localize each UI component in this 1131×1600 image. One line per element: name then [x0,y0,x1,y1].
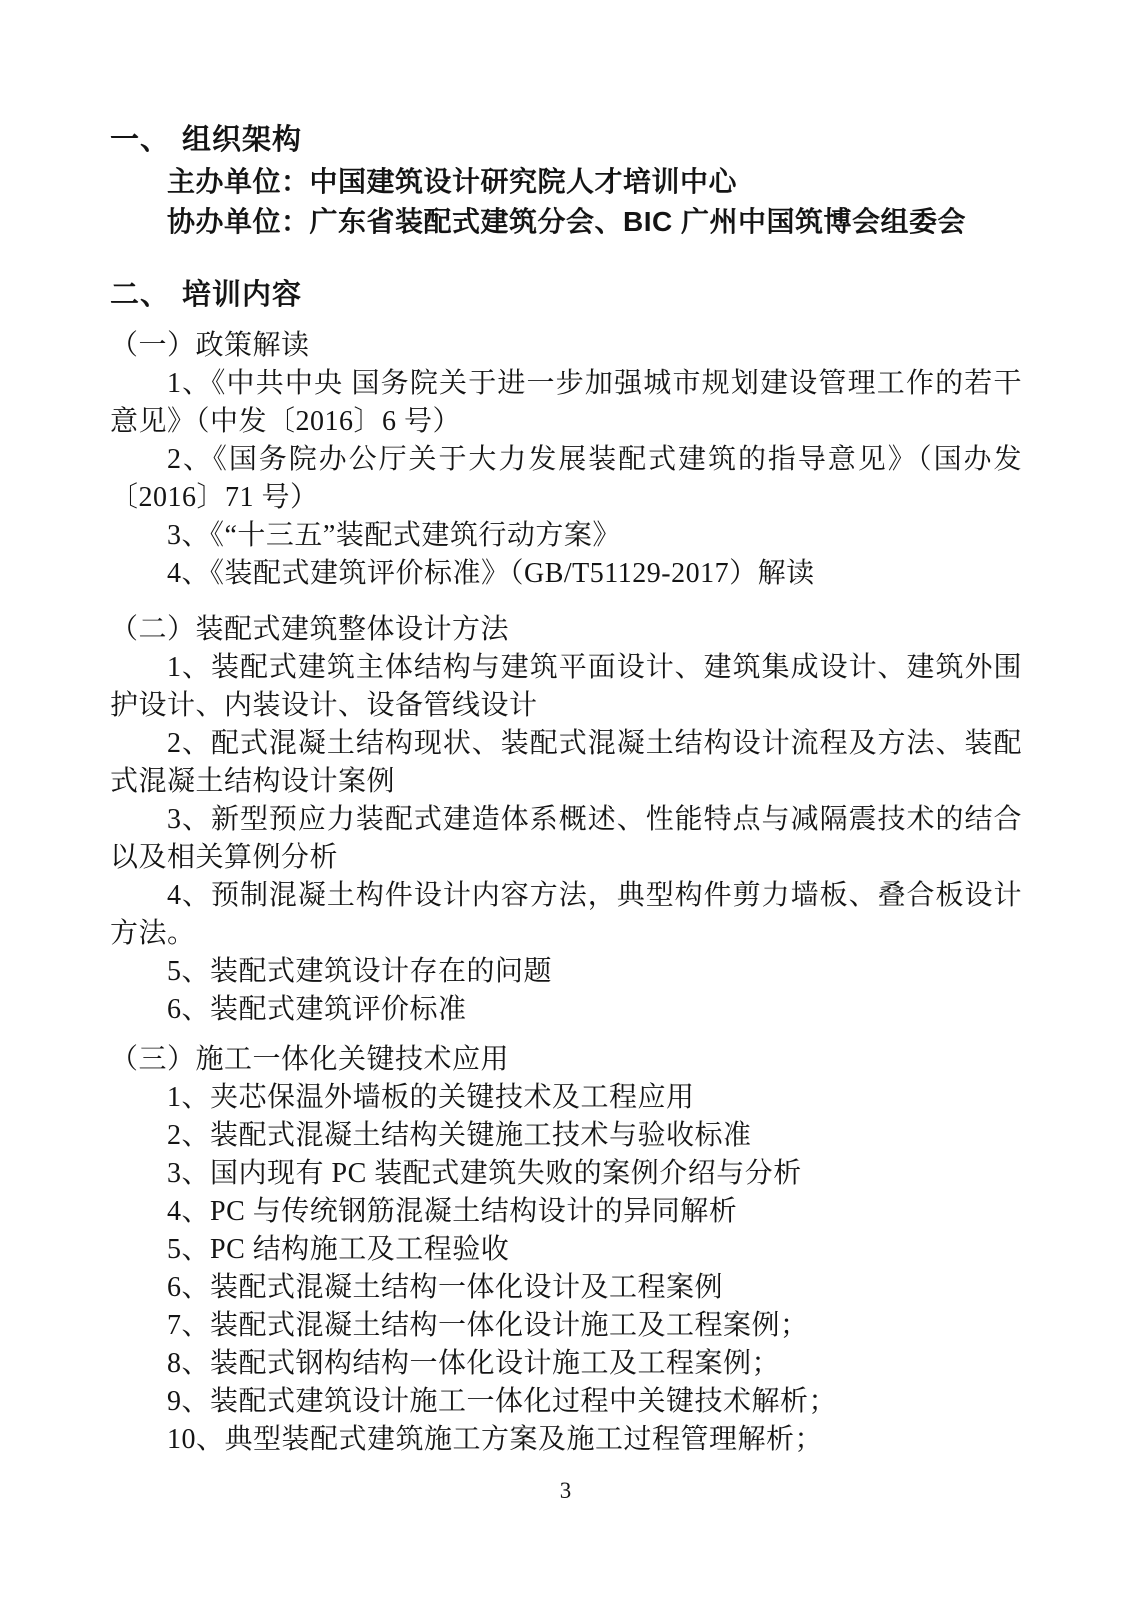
section-number: 二、 [110,279,171,311]
subsection-title-construction-tech: （三）施工一体化关键技术应用 [110,1044,510,1075]
list-item: 4、《装配式建筑评价标准》（GB/T51129-2017）解读 [167,558,815,589]
list-item: 1、装配式建筑主体结构与建筑平面设计、建筑集成设计、建筑外围护设计、内装设计、设备管线设计 [110,652,1022,721]
section-number: 一、 [110,124,171,156]
list-item: 6、装配式混凝土结构一体化设计及工程案例 [167,1272,724,1303]
list-item: 10、典型装配式建筑施工方案及施工过程管理解析； [167,1424,824,1455]
list-item: 4、PC 与传统钢筋混凝土结构设计的异同解析 [167,1196,738,1227]
subsection-title-policy: （一）政策解读 [110,330,310,361]
list-item: 7、装配式混凝土结构一体化设计施工及工程案例； [167,1310,809,1341]
page-number: 3 [559,1478,572,1503]
list-item: 2、《国务院办公厅关于大力发展装配式建筑的指导意见》（国办发〔2016〕71 号） [110,444,1022,513]
list-item: 3、新型预应力装配式建造体系概述、性能特点与减隔震技术的结合以及相关算例分析 [110,804,1022,873]
list-item: 1、夹芯保温外墙板的关键技术及工程应用 [167,1082,695,1113]
section-title: 培训内容 [182,279,303,311]
list-item: 2、配式混凝土结构现状、装配式混凝土结构设计流程及方法、装配式混凝土结构设计案例 [110,728,1022,797]
list-item: 1、《中共中央 国务院关于进一步加强城市规划建设管理工作的若干意见》（中发〔2016〕6 号） [110,368,1022,437]
list-item: 2、装配式混凝土结构关键施工技术与验收标准 [167,1120,752,1151]
list-item: 6、装配式建筑评价标准 [167,994,467,1025]
section-heading-organization [110,118,1022,162]
co-organizer-line: 协办单位：广东省装配式建筑分会、BIC 广州中国筑博会组委会 [167,206,967,237]
list-item: 9、装配式建筑设计施工一体化过程中关键技术解析； [167,1386,838,1417]
list-item: 5、PC 结构施工及工程验收 [167,1234,510,1265]
section-heading-training-content [110,273,1022,317]
list-item: 4、预制混凝土构件设计内容方法，典型构件剪力墙板、叠合板设计方法。 [110,880,1022,949]
list-item: 5、装配式建筑设计存在的问题 [167,956,553,987]
host-organizer-line: 主办单位：中国建筑设计研究院人才培训中心 [167,166,738,197]
list-item: 3、《“十三五”装配式建筑行动方案》 [167,520,621,551]
list-item: 8、装配式钢构结构一体化设计施工及工程案例； [167,1348,781,1379]
subsection-title-design-method: （二）装配式建筑整体设计方法 [110,614,510,645]
list-item: 3、国内现有 PC 装配式建筑失败的案例介绍与分析 [167,1158,802,1189]
section-title: 组织架构 [182,124,303,156]
